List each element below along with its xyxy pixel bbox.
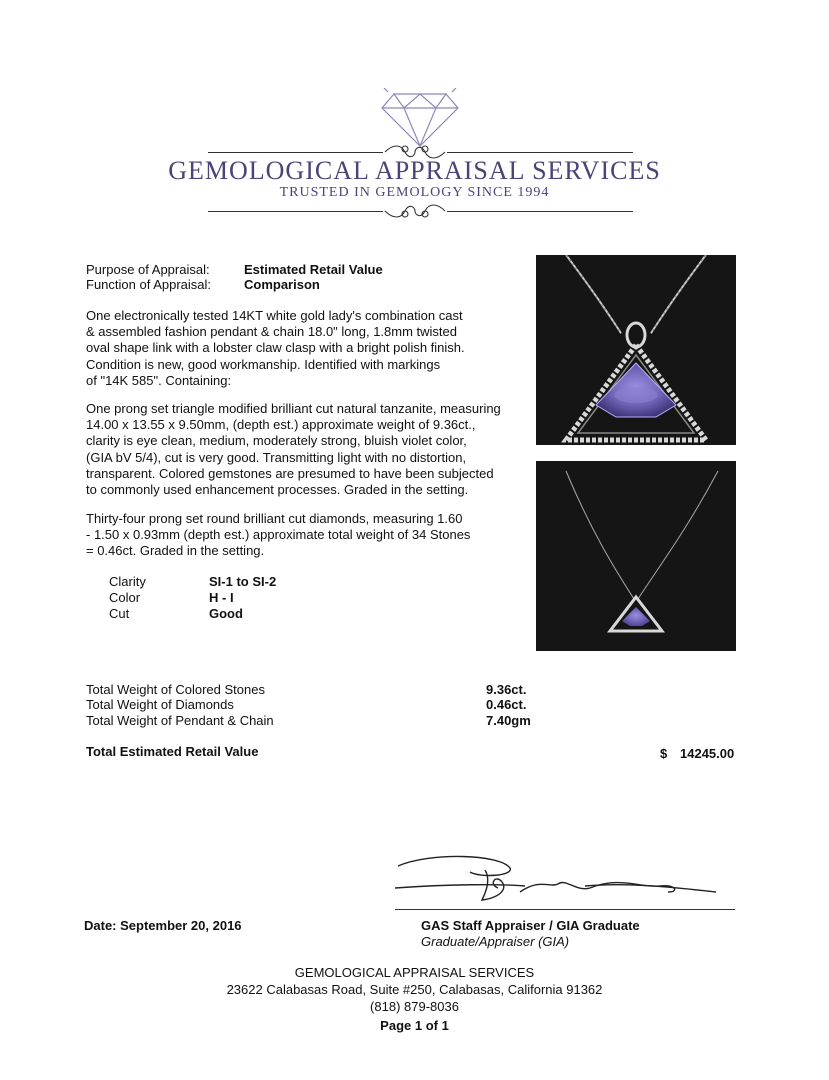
para-line: 14.00 x 13.55 x 9.50mm, (depth est.) approximate weight of 9.36ct., [86, 417, 476, 433]
grade-label: Cut [109, 606, 130, 621]
pendant-closeup-photo [536, 255, 736, 445]
diamond-logo-icon [380, 88, 460, 150]
tagline: TRUSTED IN GEMOLOGY SINCE 1994 [279, 185, 550, 200]
footer-phone: (818) 879-8036 [370, 999, 459, 1014]
header-rule-top [208, 152, 383, 153]
para-line: & assembled fashion pendant & chain 18.0" long, 1.8mm twisted [86, 324, 458, 340]
signature-line [395, 909, 735, 910]
footer-address: 23622 Calabasas Road, Suite #250, Calabasas, California 91362 [226, 982, 603, 997]
grade-value: Good [209, 606, 243, 621]
para-line: Condition is new, good workmanship. Identified with markings [86, 356, 441, 372]
grade-row-cut [109, 606, 243, 621]
signature-subtitle: Graduate/Appraiser (GIA) [421, 934, 570, 949]
function-value: Comparison [244, 277, 320, 292]
total-label: Total Weight of Pendant & Chain [86, 713, 274, 728]
para-line: One electronically tested 14KT white gold lady's combination cast [86, 308, 463, 323]
total-label: Total Weight of Colored Stones [86, 682, 265, 697]
purpose-row [86, 262, 383, 277]
total-value: 7.40gm [486, 713, 531, 728]
function-row [86, 277, 320, 292]
purpose-label: Purpose of Appraisal: [86, 262, 210, 277]
pendant-full-photo [536, 461, 736, 651]
total-value: 9.36ct. [486, 682, 527, 697]
grade-row-clarity [109, 574, 276, 589]
appraiser-signature [390, 848, 720, 910]
total-value: 0.46ct. [486, 697, 527, 712]
grade-value: SI-1 to SI-2 [209, 574, 277, 589]
header-rule-top-right [447, 152, 633, 153]
para-line: to commonly used enhancement processes. Graded in the setting. [86, 482, 469, 498]
function-label: Function of Appraisal: [86, 277, 212, 292]
signature-title: GAS Staff Appraiser / GIA Graduate [421, 918, 640, 933]
para-line: One prong set triangle modified brilliant cut natural tanzanite, measuring [86, 401, 501, 416]
description-para-2 [86, 401, 526, 498]
retail-value: 14245.00 [680, 746, 735, 761]
para-line: clarity is eye clean, medium, moderately strong, bluish violet color, [86, 433, 467, 449]
grade-row-color [109, 590, 234, 605]
total-label: Total Weight of Diamonds [86, 697, 234, 712]
grade-label: Color [109, 590, 141, 605]
purpose-value: Estimated Retail Value [244, 262, 383, 277]
description-para-3 [86, 511, 526, 560]
grade-label: Clarity [109, 574, 146, 589]
para-line: oval shape link with a lobster claw clasp with a bright polish finish. [86, 340, 465, 356]
description-para-1 [86, 308, 526, 389]
header-rule-bottom [208, 211, 383, 212]
para-line: = 0.46ct. Graded in the setting. [86, 543, 265, 559]
para-line: transparent. Colored gemstones are presumed to have been subjected [86, 465, 494, 481]
para-line: of "14K 585". Containing: [86, 372, 232, 388]
para-line: - 1.50 x 0.93mm (depth est.) approximate total weight of 34 Stones [86, 527, 471, 543]
retail-currency: $ [660, 746, 668, 761]
grade-value: H - I [209, 590, 234, 605]
date-line: Date: September 20, 2016 [84, 918, 242, 933]
org-name: GEMOLOGICAL APPRAISAL SERVICES [168, 156, 661, 185]
footer-page: Page 1 of 1 [380, 1018, 449, 1033]
para-line: (GIA bV 5/4), cut is very good. Transmitting light with no distortion, [86, 449, 467, 465]
para-line: Thirty-four prong set round brilliant cut diamonds, measuring 1.60 [86, 511, 463, 526]
scroll-ornament-bottom [383, 201, 447, 221]
total-row-diamonds [86, 697, 536, 712]
total-row-colored-stones [86, 682, 536, 697]
footer-name: GEMOLOGICAL APPRAISAL SERVICES [294, 965, 535, 980]
total-row-pendant-chain [86, 713, 536, 728]
retail-value-label: Total Estimated Retail Value [86, 744, 259, 759]
header-rule-bottom-right [447, 211, 633, 212]
